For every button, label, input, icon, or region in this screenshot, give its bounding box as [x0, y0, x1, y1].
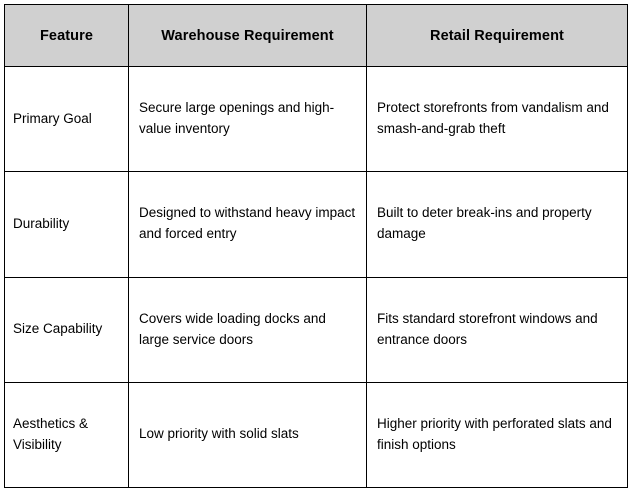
column-header-retail-requirement: Retail Requirement	[367, 5, 628, 67]
column-header-warehouse-requirement: Warehouse Requirement	[129, 5, 367, 67]
cell-feature: Aesthetics & Visibility	[5, 382, 129, 487]
cell-retail: Protect storefronts from vandalism and smash-and-grab theft	[367, 67, 628, 172]
comparison-table	[4, 4, 628, 488]
cell-retail: Built to deter break-ins and property damage	[367, 172, 628, 277]
table-header	[5, 5, 628, 67]
table-body	[5, 67, 628, 488]
cell-feature: Durability	[5, 172, 129, 277]
table-row	[5, 277, 628, 382]
table-row	[5, 172, 628, 277]
table-row	[5, 67, 628, 172]
column-header-feature: Feature	[5, 5, 129, 67]
cell-retail: Higher priority with perforated slats and finish options	[367, 382, 628, 487]
table-header-row	[5, 5, 628, 67]
cell-warehouse: Designed to withstand heavy impact and forced entry	[129, 172, 367, 277]
table-row	[5, 382, 628, 487]
cell-warehouse: Covers wide loading docks and large service doors	[129, 277, 367, 382]
cell-warehouse: Low priority with solid slats	[129, 382, 367, 487]
cell-feature: Size Capability	[5, 277, 129, 382]
cell-feature: Primary Goal	[5, 67, 129, 172]
cell-warehouse: Secure large openings and high-value inventory	[129, 67, 367, 172]
cell-retail: Fits standard storefront windows and entrance doors	[367, 277, 628, 382]
